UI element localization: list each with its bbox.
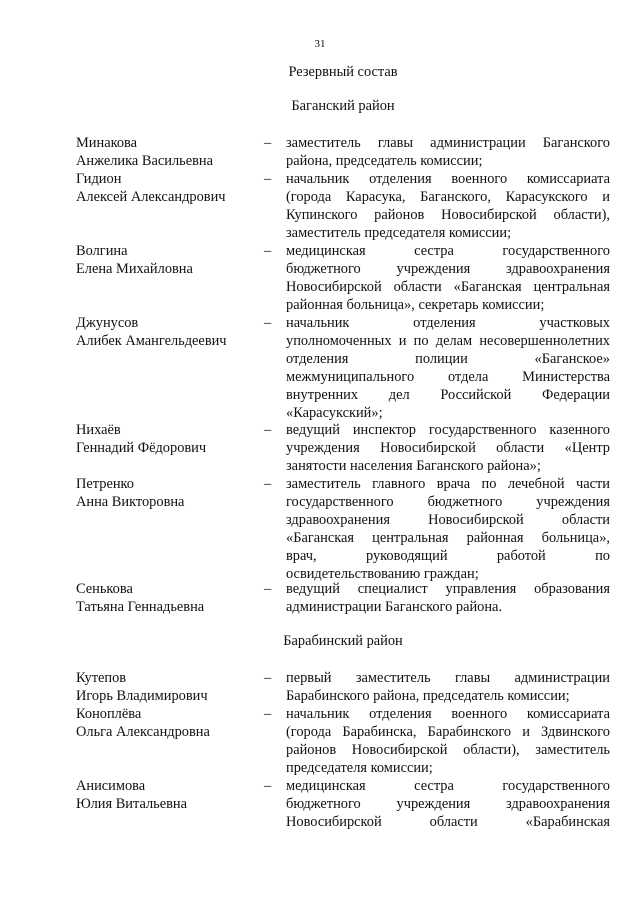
member-role <box>286 170 610 242</box>
member-role <box>286 777 610 831</box>
member-role <box>286 705 610 777</box>
member-name <box>76 242 261 278</box>
district-heading: Баганский район <box>291 98 395 114</box>
role-line: (города Барабинска, Барабинского и Здвинского <box>286 724 610 740</box>
member-role <box>286 242 610 314</box>
member-given-names: Ольга Александровна <box>76 724 210 740</box>
member-role <box>286 475 610 583</box>
member-role <box>286 421 610 475</box>
member-surname: Сенькова <box>76 581 133 597</box>
role-line: Купинского районов Новосибирской области), <box>286 207 610 223</box>
role-line: занятости населения Баганского района»; <box>286 458 541 474</box>
role-line: бюджетного учреждения здравоохранения <box>286 796 610 812</box>
role-line: первый заместитель главы администрации <box>286 670 610 686</box>
member-surname: Джунусов <box>76 315 139 331</box>
role-line: медицинская сестра государственного <box>286 243 610 259</box>
dash-separator: – <box>264 581 272 597</box>
role-line: Новосибирской области «Баганская центральная <box>286 279 610 295</box>
role-line: бюджетного учреждения здравоохранения <box>286 261 610 277</box>
member-surname: Петренко <box>76 476 134 492</box>
member-name <box>76 475 261 511</box>
member-given-names: Анжелика Васильевна <box>76 153 213 169</box>
member-given-names: Игорь Владимирович <box>76 688 208 704</box>
role-line: (города Карасука, Баганского, Карасукского и <box>286 189 610 205</box>
member-name <box>76 314 261 350</box>
dash-separator: – <box>264 670 272 686</box>
role-line: внутренних дел Российской Федерации <box>286 387 610 403</box>
member-name <box>76 580 261 616</box>
member-role <box>286 669 610 705</box>
dash-separator: – <box>264 422 272 438</box>
dash-separator: – <box>264 778 272 794</box>
member-name <box>76 705 261 741</box>
dash-separator: – <box>264 476 272 492</box>
role-line: района, председатель комиссии; <box>286 153 483 169</box>
role-line: заместитель главного врача по лечебной части <box>286 476 610 492</box>
member-surname: Нихаёв <box>76 422 121 438</box>
role-line: начальник отделения военного комиссариата <box>286 706 610 722</box>
role-line: медицинская сестра государственного <box>286 778 610 794</box>
member-surname: Минакова <box>76 135 138 151</box>
member-name <box>76 134 261 170</box>
dash-separator: – <box>264 135 272 151</box>
role-line: заместитель председателя комиссии; <box>286 225 512 241</box>
role-line: Новосибирской области «Барабинская <box>286 814 610 830</box>
role-line: отделения полиции «Баганское» <box>286 351 610 367</box>
role-line: «Карасукский»; <box>286 405 383 421</box>
member-given-names: Алибек Амангельдеевич <box>76 333 227 349</box>
role-line: начальник отделения участковых <box>286 315 610 331</box>
role-line: здравоохранения Новосибирской области <box>286 512 610 528</box>
role-line: районов Новосибирской области), заместитель <box>286 742 610 758</box>
role-line: освидетельствованию граждан; <box>286 566 479 582</box>
role-line: врач, руководящий работой по <box>286 548 610 564</box>
role-line: ведущий инспектор государственного казенного <box>286 422 610 438</box>
member-role <box>286 580 610 616</box>
member-given-names: Алексей Александрович <box>76 189 226 205</box>
member-surname: Гидион <box>76 171 122 187</box>
dash-separator: – <box>264 171 272 187</box>
district-heading: Барабинский район <box>283 633 403 649</box>
role-line: государственного бюджетного учреждения <box>286 494 610 510</box>
member-given-names: Анна Викторовна <box>76 494 185 510</box>
role-line: учреждения Новосибирской области «Центр <box>286 440 610 456</box>
dash-separator: – <box>264 315 272 331</box>
role-line: Барабинского района, председатель комиссии; <box>286 688 570 704</box>
role-line: заместитель главы администрации Баганского <box>286 135 610 151</box>
role-line: уполномоченных и по делам несовершеннолетних <box>286 333 610 349</box>
member-name <box>76 669 261 705</box>
role-line: начальник отделения военного комиссариата <box>286 171 610 187</box>
member-role <box>286 134 610 170</box>
page-number: 31 <box>314 38 326 50</box>
member-given-names: Юлия Витальевна <box>76 796 187 812</box>
dash-separator: – <box>264 706 272 722</box>
role-line: межмуниципального отдела Министерства <box>286 369 610 385</box>
member-given-names: Елена Михайловна <box>76 261 193 277</box>
role-line: ведущий специалист управления образования <box>286 581 610 597</box>
member-name <box>76 421 261 457</box>
document-title: Резервный состав <box>288 64 398 80</box>
member-surname: Коноплёва <box>76 706 142 722</box>
role-line: администрации Баганского района. <box>286 599 503 615</box>
dash-separator: – <box>264 243 272 259</box>
member-name <box>76 777 261 813</box>
member-surname: Кутепов <box>76 670 127 686</box>
member-given-names: Татьяна Геннадьевна <box>76 599 205 615</box>
role-line: председателя комиссии; <box>286 760 433 776</box>
member-role <box>286 314 610 422</box>
role-line: районная больница», секретарь комиссии; <box>286 297 545 313</box>
member-surname: Анисимова <box>76 778 146 794</box>
member-given-names: Геннадий Фёдорович <box>76 440 207 456</box>
role-line: «Баганская центральная районная больница», <box>286 530 610 546</box>
member-name <box>76 170 261 206</box>
member-surname: Волгина <box>76 243 128 259</box>
